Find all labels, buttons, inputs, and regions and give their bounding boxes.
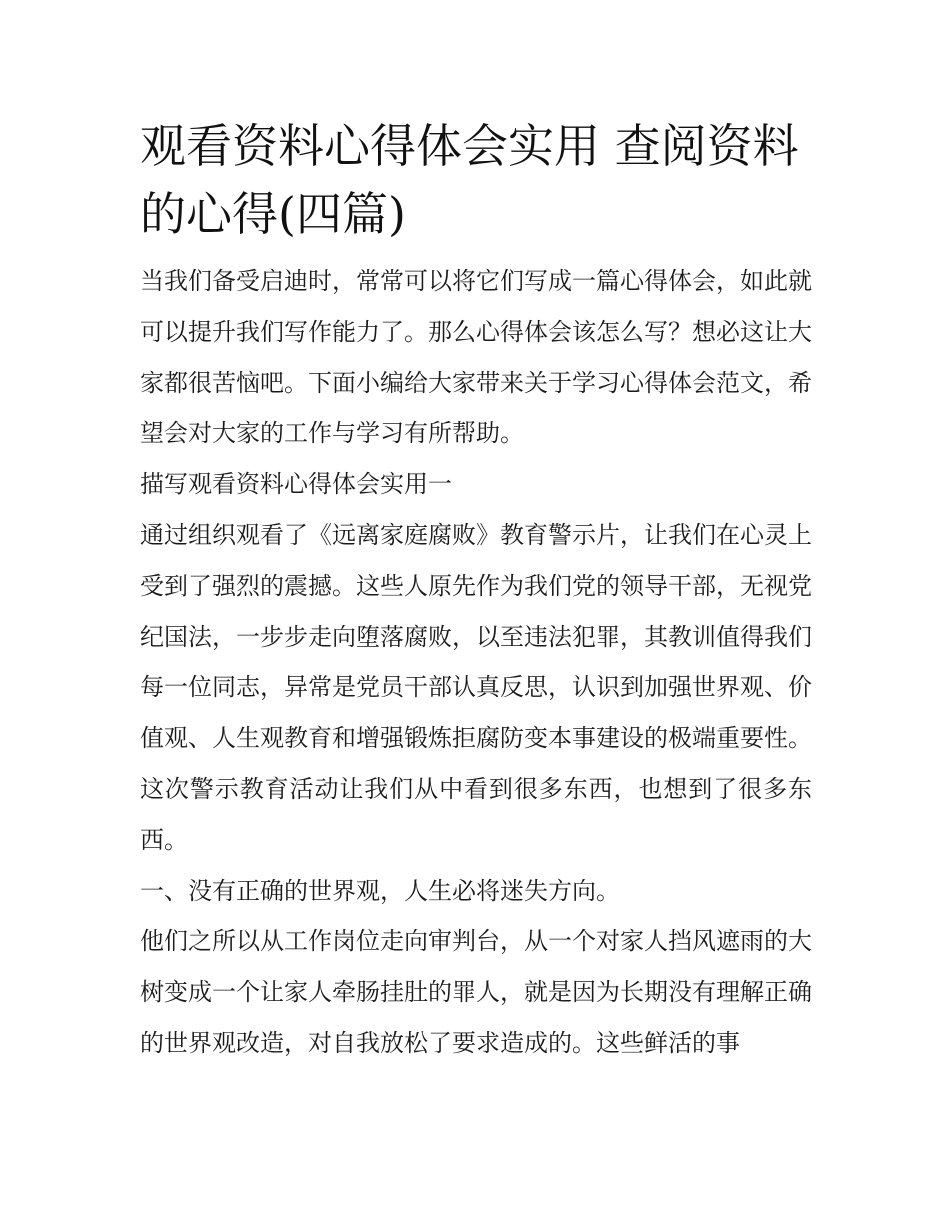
intro-paragraph: 当我们备受启迪时，常常可以将它们写成一篇心得体会，如此就可以提升我们写作能力了。那么心得体会该怎么写？想必这让大家都很苦恼吧。下面小编给大家带来关于学习心得体会范文，希望会对大家的工作与学习有所帮助。 xyxy=(140,267,812,448)
document-body xyxy=(140,112,812,1069)
point-heading: 一、没有正确的世界观，人生必将迷失方向。 xyxy=(140,876,620,905)
document-title: 观看资料心得体会实用 查阅资料的心得(四篇) xyxy=(140,119,799,241)
body-paragraph: 通过组织观看了《远离家庭腐败》教育警示片，让我们在心灵上受到了强烈的震撼。这些人原先作为我们党的领导干部，无视党纪国法，一步步走向堕落腐败，以至违法犯罪，其教训值得我们每一位同志，异常是党员干部认真反思，认识到加强世界观、价值观、人生观教育和增强锻炼拒腐防变本事建设的极端重要性。这次警示教育活动让我们从中看到很多东西，也想到了很多东西。 xyxy=(140,520,812,854)
body-paragraph: 他们之所以从工作岗位走向审判台，从一个对家人挡风遮雨的大树变成一个让家人牵肠挂肚的罪人，就是因为长期没有理解正确的世界观改造，对自我放松了要求造成的。这些鲜活的事 xyxy=(140,927,812,1057)
section-heading: 描写观看资料心得体会实用一 xyxy=(140,470,452,499)
